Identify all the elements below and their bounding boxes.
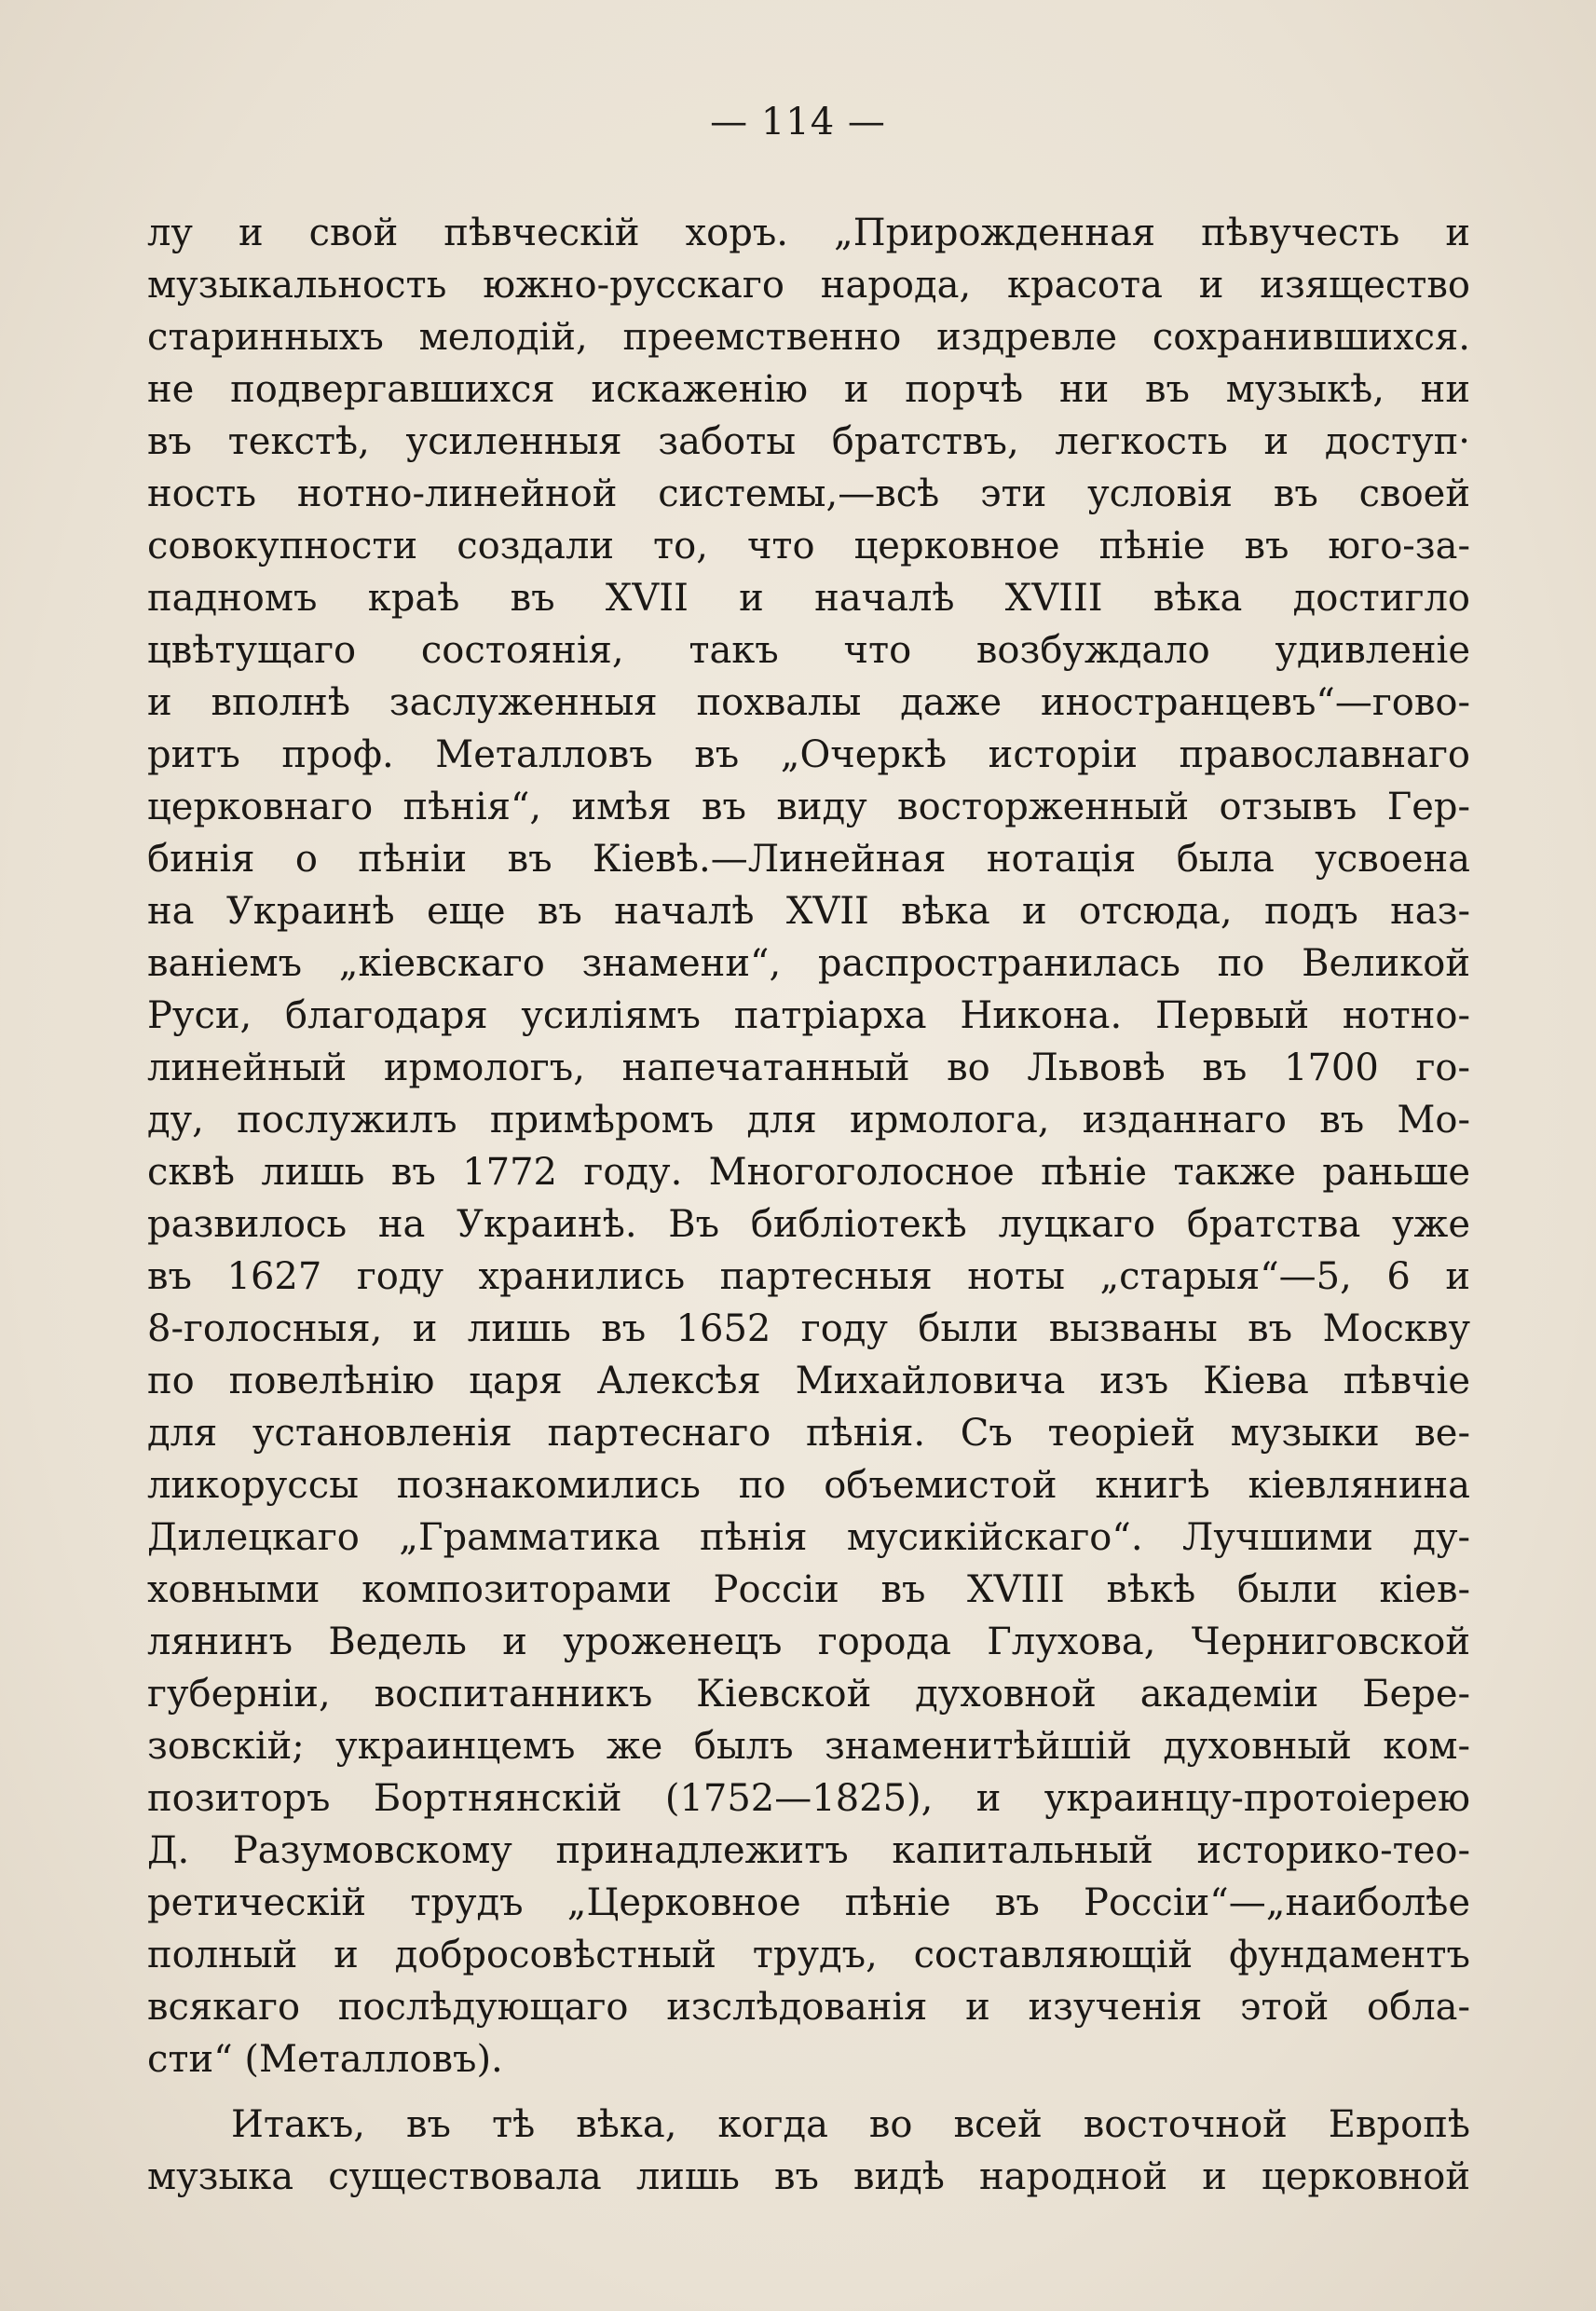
text-line: ретическій трудъ „Церковное пѣніе въ Россіи“—„наиболѣе: [147, 1881, 1470, 1924]
text-line: падномъ краѣ въ XVII и началѣ XVIII вѣка достигло: [147, 577, 1470, 620]
text-line: губерніи, воспитанникъ Кіевской духовной академіи Бере-: [147, 1673, 1470, 1716]
paragraph-gap: [147, 2085, 1470, 2099]
text-line: по повелѣнію царя Алексѣя Михайловича изъ Кіева пѣвчіе: [147, 1360, 1470, 1402]
text-line: линейный ирмологъ, напечатанный во Львовѣ въ 1700 го-: [147, 1046, 1470, 1089]
text-line: позиторъ Бортнянскій (1752—1825), и украинцу-протоіерею: [147, 1777, 1470, 1820]
text-line: ликоруссы познакомились по объемистой книгѣ кіевлянина: [147, 1464, 1470, 1507]
text-line: лянинъ Ведель и уроженецъ города Глухова, Черниговской: [147, 1620, 1470, 1663]
page-number: — 114 —: [710, 101, 886, 144]
paragraph: [147, 207, 1470, 2085]
text-line: сти“ (Металловъ).: [147, 2038, 503, 2081]
text-line: лу и свой пѣвческій хоръ. „Прирожденная пѣвучесть и: [147, 212, 1470, 254]
text-line: ваніемъ „кіевскаго знамени“, распространилась по Великой: [147, 942, 1470, 985]
text-line: музыкальность южно-русскаго народа, красота и изящество: [147, 264, 1470, 307]
text-line: старинныхъ мелодій, преемственно издревле сохранившихся.: [147, 316, 1470, 359]
text-line: въ текстѣ, усиленныя заботы братствъ, легкость и доступ·: [147, 420, 1470, 463]
text-line: бинія о пѣніи въ Кіевѣ.—Линейная нотація была усвоена: [147, 838, 1470, 881]
text-line: для установленія партеснаго пѣнія. Съ теоріей музыки ве-: [147, 1412, 1470, 1455]
text-line: развилось на Украинѣ. Въ библіотекѣ луцкаго братства уже: [147, 1203, 1470, 1246]
text-line: Дилецкаго „Грамматика пѣнія мусикійскаго“. Лучшими ду-: [147, 1516, 1470, 1559]
text-line: всякаго послѣдующаго изслѣдованія и изученія этой обла-: [147, 1986, 1470, 2029]
body-text: [147, 207, 1470, 2203]
text-line: Руси, благодаря усиліямъ патріарха Никона. Первый нотно-: [147, 994, 1470, 1037]
text-line: музыка существовала лишь въ видѣ народной и церковной: [147, 2155, 1470, 2198]
text-line: 8-голосныя, и лишь въ 1652 году были вызваны въ Москву: [147, 1307, 1470, 1350]
text-line: на Украинѣ еще въ началѣ XVII вѣка и отсюда, подъ наз-: [147, 890, 1470, 933]
text-line: зовскій; украинцемъ же былъ знаменитѣйшій духовный ком-: [147, 1725, 1470, 1768]
text-line: ность нотно-линейной системы,—всѣ эти условія въ своей: [147, 472, 1470, 515]
text-line: въ 1627 году хранились партесныя ноты „старыя“—5, 6 и: [147, 1255, 1470, 1298]
text-line: церковнаго пѣнія“, имѣя въ виду восторженный отзывъ Гер-: [147, 786, 1470, 828]
text-line: сквѣ лишь въ 1772 году. Многоголосное пѣніе также раньше: [147, 1151, 1470, 1194]
text-line: Д. Разумовскому принадлежитъ капитальный историко-тео-: [147, 1829, 1470, 1872]
text-line: не подвергавшихся искаженію и порчѣ ни въ музыкѣ, ни: [147, 368, 1470, 411]
text-line: ду, послужилъ примѣромъ для ирмолога, изданнаго въ Мо-: [147, 1099, 1470, 1142]
text-line: ритъ проф. Металловъ въ „Очеркѣ исторіи православнаго: [147, 733, 1470, 776]
text-line: полный и добросовѣстный трудъ, составляющій фундаментъ: [147, 1934, 1470, 1976]
paragraph: [147, 2099, 1470, 2203]
text-line: ховными композиторами Россіи въ XVIII вѣкѣ были кіев-: [147, 1568, 1470, 1611]
text-line: совокупности создали то, что церковное пѣніе въ юго-за-: [147, 525, 1470, 567]
text-line: Итакъ, въ тѣ вѣка, когда во всей восточной Европѣ: [231, 2103, 1470, 2146]
text-line: цвѣтущаго состоянія, такъ что возбуждало удивленіе: [147, 629, 1470, 672]
text-line: и вполнѣ заслуженныя похвалы даже иностранцевъ“—гово-: [147, 681, 1470, 724]
